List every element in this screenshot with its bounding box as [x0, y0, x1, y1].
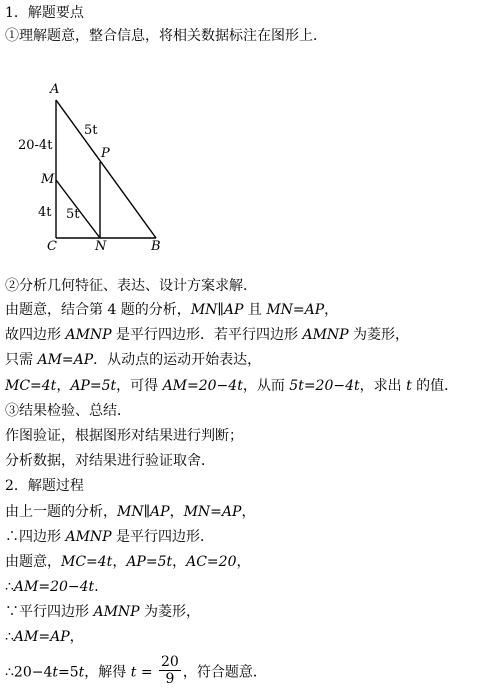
step-2-line-2: 故四边形 AMNP 是平行四边形．若平行四边形 AMNP 为菱形，: [5, 327, 410, 343]
section-1-heading: 1．解题要点: [5, 5, 84, 21]
label-P: P: [101, 146, 110, 161]
label-MN-length: 5t: [66, 207, 80, 222]
process-line-3: 由题意，MC=4t，AP=5t，AC=20，: [5, 554, 251, 570]
step-3-line-2: 分析数据，对结果进行验证取舍．: [5, 453, 215, 469]
label-A: A: [50, 82, 60, 97]
label-AM-length: 20-4t: [18, 138, 53, 153]
process-line-4: ∴AM=20−4t．: [5, 579, 109, 595]
label-B: B: [151, 239, 161, 254]
label-AP-length: 5t: [84, 123, 98, 138]
triangle-diagram: [14, 86, 174, 261]
section-2-heading: 2．解题过程: [5, 478, 84, 494]
fraction-20-over-9: $\frac{20}{9}$: [161, 654, 179, 687]
label-N: N: [95, 239, 107, 254]
triangle-figure: [14, 82, 174, 261]
label-M: M: [41, 172, 55, 187]
step-3-title: ③结果检验、总结．: [5, 403, 131, 419]
process-line-5: ∵平行四边形 AMNP 为菱形，: [5, 604, 201, 620]
process-line-6: ∴AM=AP，: [5, 629, 84, 645]
label-MC-length: 4t: [38, 205, 52, 220]
process-line-1: 由上一题的分析，MN∥AP，MN=AP，: [5, 504, 256, 520]
label-C: C: [47, 239, 57, 254]
step-2-line-3: 只需 AM=AP．从动点的运动开始表达，: [5, 352, 262, 368]
step-2-line-1: 由题意，结合第 4 题的分析，MN∥AP 且 MN=AP，: [5, 302, 339, 318]
step-2-line-4: MC=4t，AP=5t，可得 AM=20−4t，从而 5t=20−4t，求出 t 的值．: [5, 378, 459, 394]
process-line-2: ∴四边形 AMNP 是平行四边形．: [5, 529, 215, 545]
process-line-7: ∴20−4t=5t，解得 t = $\frac{20}{9}$ ，符合题意．: [5, 654, 267, 687]
step-1-text: ①理解题意，整合信息，将相关数据标注在图形上．: [5, 28, 327, 44]
step-2-title: ②分析几何特征、表达、设计方案求解．: [5, 278, 257, 294]
step-3-line-1: 作图验证，根据图形对结果进行判断；: [5, 428, 243, 444]
